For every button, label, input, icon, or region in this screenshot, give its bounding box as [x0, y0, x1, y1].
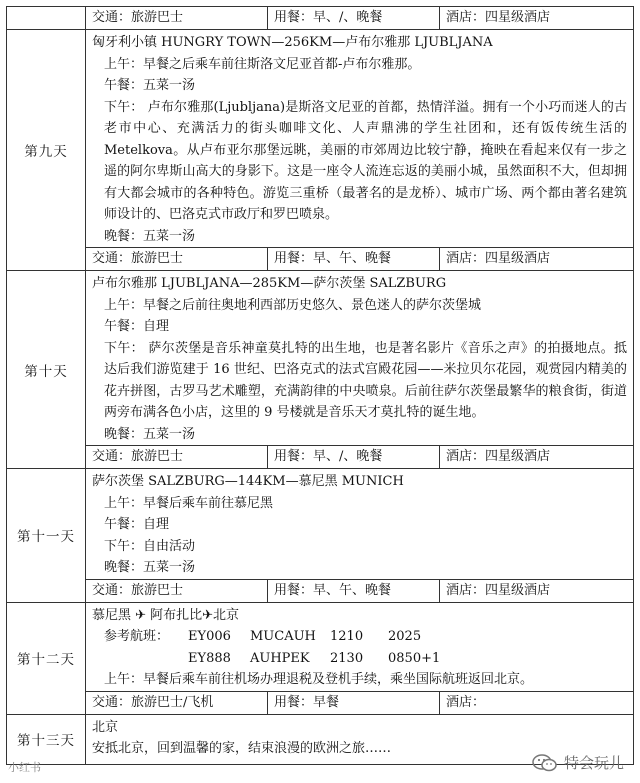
day-content: [86, 30, 634, 271]
dinner-text: 晚餐：五菜一汤: [104, 560, 196, 575]
flight-departure: 1210: [330, 629, 364, 644]
day-content: [86, 271, 634, 469]
summary-text: 安抵北京，回到温馨的家，结束浪漫的欧洲之旅……: [92, 741, 392, 756]
lunch-text: 午餐：自理: [104, 517, 170, 532]
flight-arrival: 2025: [388, 629, 422, 644]
meals-info: 用餐：早、午、晚餐: [268, 580, 440, 602]
transport-info: 交通：旅游巴士/飞机: [86, 692, 268, 714]
hotel-info: 酒店：: [446, 694, 486, 710]
flight-label: 参考航班：: [104, 629, 170, 644]
day-row-10: [7, 271, 634, 469]
transport-info: 交通：旅游巴士: [86, 446, 268, 468]
afternoon-text: 下午： 卢布尔雅那(Ljubljana)是斯洛文尼亚的首都，热情洋溢。拥有一个小巧而迷人的古老市中心、充满活力的街头咖啡文化、人声鼎沸的学生社团和，还有饭传统生活的 Metelkova。从卢布亚尔那堡远眺，美丽的市郊周边比较宁静，掩映在看起来仅有一步之遥的阿尔卑斯山高大的身影下。这是一座令人流连忘返的美丽小城，虽然面积不大，但却拥有大都会城市的各种特色。游览三重桥（最著名的是龙桥）、城市广场、两个都由著名建筑师设计的、巴洛克式市政厅和罗巴喷泉。: [104, 99, 627, 222]
meals-info: 用餐：早、/、晚餐: [268, 446, 440, 468]
day-cell-empty: [7, 7, 86, 30]
day-row-9: [7, 30, 634, 271]
meals-info: 用餐：早餐: [268, 692, 440, 714]
lunch-text: 午餐：自理: [104, 319, 170, 334]
day-content: [86, 469, 634, 603]
meals-info: 用餐：早、午、晚餐: [268, 248, 440, 270]
route-text: 匈牙利小镇 HUNGRY TOWN—256KM—卢布尔雅那 LJUBLJANA: [92, 35, 493, 50]
morning-text: 上午：早餐之后前往奥地利西部历史悠久、景色迷人的萨尔茨堡城: [104, 297, 482, 313]
dinner-text: 晚餐：五菜一汤: [104, 426, 196, 442]
hotel-info: 酒店：四星级酒店: [446, 449, 551, 464]
afternoon-text: 下午：自由活动: [104, 538, 196, 554]
day-content: [86, 602, 634, 714]
corner-watermark-left: 小红书: [8, 761, 41, 774]
route-text: 北京: [92, 719, 119, 735]
transport-info: 交通：旅游巴士: [86, 7, 268, 29]
route-text: 萨尔茨堡 SALZBURG—144KM—慕尼黑 MUNICH: [92, 474, 404, 489]
flight-row-2: [92, 648, 627, 670]
flight-number: EY888: [188, 650, 231, 666]
hotel-info: 酒店：四星级酒店: [446, 10, 551, 25]
morning-text: 上午：早餐后乘车前往慕尼黑: [104, 495, 274, 511]
top-info-cell: [86, 7, 634, 30]
day-row-12: [7, 602, 634, 714]
day-label: 第十二天: [7, 602, 86, 714]
hotel-info: 酒店：四星级酒店: [446, 251, 551, 266]
afternoon-text: 下午： 萨尔茨堡是音乐神童莫扎特的出生地，也是著名影片《音乐之声》的拍摄地点。抵达后我们游览建于 16 世纪、巴洛克式的法式宫殿花园——米拉贝尔花园，观赏园内精美的花卉拼图，古罗马艺术雕塑，充满韵律的中央喷泉。后前往萨尔茨堡最繁华的粮食街，街道两旁布满各色小店，这里的 9 号楼就是音乐天才莫扎特的诞生地。: [104, 340, 627, 420]
meals-info: 用餐：早、/、晚餐: [268, 7, 440, 29]
route-text: 卢布尔雅那 LJUBLJANA—285KM—萨尔茨堡 SALZBURG: [92, 276, 447, 291]
flight-departure: 2130: [330, 650, 364, 666]
flight-number: EY006: [188, 629, 231, 644]
flight-arrival: 0850+1: [388, 650, 441, 666]
lunch-text: 午餐：五菜一汤: [104, 78, 196, 93]
flight-route: MUCAUH: [250, 629, 316, 644]
watermark: [532, 752, 624, 773]
morning-text: 上午：早餐后乘车前往机场办理退税及登机手续，乘坐国际航班返回北京。: [104, 672, 534, 687]
day-label: 第九天: [7, 30, 86, 271]
dinner-text: 晚餐：五菜一汤: [104, 228, 196, 244]
transport-info: 交通：旅游巴士: [86, 580, 268, 602]
wechat-icon: [532, 753, 558, 773]
itinerary-table: [6, 6, 634, 765]
route-text: 慕尼黑 ✈ 阿布扎比✈北京: [92, 607, 240, 623]
day-label: 第十一天: [7, 469, 86, 603]
transport-info: 交通：旅游巴士: [86, 248, 268, 270]
day-label: 第十天: [7, 271, 86, 469]
morning-text: 上午：早餐之后乘车前往斯洛文尼亚首都-卢布尔雅那。: [104, 56, 421, 72]
flight-route: AUHPEK: [250, 650, 310, 666]
watermark-text: 特会玩儿: [563, 754, 624, 772]
day-row-11: [7, 469, 634, 603]
flight-row-1: [92, 626, 627, 648]
hotel-info: 酒店：四星级酒店: [446, 582, 551, 598]
top-info-row: [7, 7, 634, 30]
day-label: 第十三天: [7, 714, 86, 764]
